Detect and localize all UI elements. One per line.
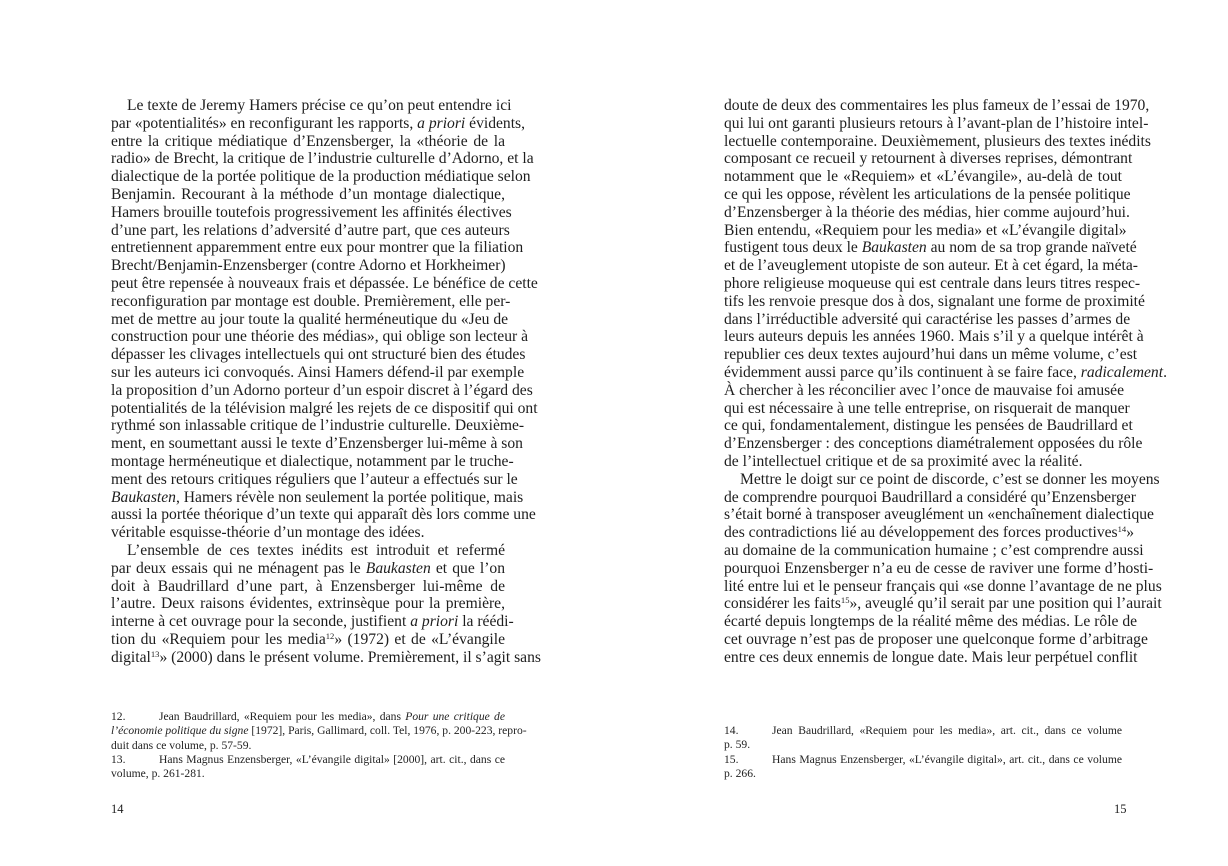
text-line: [724, 239, 1137, 257]
text-run: l’autre. Deux raisons évidentes, extrinsèque pour la première,: [111, 595, 505, 613]
text-run: et que l’on: [430, 559, 505, 577]
text-run: .: [1163, 363, 1167, 381]
italic-text: a priori: [417, 114, 466, 132]
text-line: [724, 274, 1141, 293]
text-run: Jean Baudrillard, «Requiem pour les media», dans: [159, 710, 406, 723]
text-line: [111, 542, 505, 560]
italic-text: Baukasten: [111, 488, 176, 506]
text-line: [724, 595, 1162, 613]
text-line: [724, 541, 1144, 560]
right-page-footnotes: [724, 724, 1122, 781]
text-run: la réédi-: [458, 613, 514, 631]
text-run: republier ces deux textes aujourd’hui dans un même volume, c’est: [724, 346, 1138, 364]
footnote-line: [111, 753, 505, 767]
text-run: reconfiguration par montage est double. Premièrement, elle per-: [111, 292, 511, 310]
text-run: digital: [111, 648, 151, 666]
text-run: entretiennent apparemment entre eux pour montrer que la filiation: [111, 239, 524, 257]
text-run: au nom de sa trop grande naïveté: [926, 239, 1137, 257]
text-line: [724, 221, 1127, 240]
footnote-number: 13.: [111, 752, 126, 766]
footnote-line: [724, 738, 1122, 752]
text-run: tifs les renvoie presque dos à dos, signalant une forme de proximité: [724, 292, 1145, 310]
text-line: [724, 346, 1138, 364]
text-run: et de l’aveuglement utopiste de son auteur. Et à cet égard, la méta-: [724, 257, 1138, 275]
text-line: [724, 328, 1144, 346]
footnote-line: [111, 724, 527, 738]
text-line: [724, 97, 1150, 115]
footnote-line: [111, 767, 505, 781]
footnote-line: [724, 767, 1122, 781]
text-run: lité entre lui et le penseur français qui «se donne l’avantage de ne plus: [724, 577, 1162, 595]
text-line: [724, 168, 1122, 186]
text-run: qui lui ont garanti plusieurs retours à l’avant-plan de l’histoire intel-: [724, 114, 1149, 132]
text-run: des contradictions lié au développement des forces productives: [724, 524, 1118, 542]
text-run: L’ensemble de ces textes inédits est introduit et refermé: [127, 541, 505, 559]
footnote-reference: 15: [840, 595, 850, 606]
left-page-body: [111, 97, 541, 667]
text-run: construction pour une théorie des médias», qui oblige son lecteur à: [111, 328, 529, 346]
text-run: , Hamers révèle non seulement la portée politique, mais: [175, 488, 524, 506]
text-run: notamment que le «Requiem» et «L’évangile», au-delà de tout: [724, 168, 1122, 186]
text-line: [724, 470, 1160, 489]
text-line: [111, 310, 509, 329]
text-line: [111, 631, 505, 649]
text-run: leurs auteurs depuis les années 1960. Mais s’il y a quelque intérêt à: [724, 328, 1144, 346]
text-run: phore religieuse moqueuse qui est centrale dans leurs titres respec-: [724, 274, 1141, 292]
text-line: [724, 363, 1167, 382]
text-line: [111, 417, 525, 435]
text-line: [111, 97, 512, 115]
text-run: pourquoi Enzensberger n’a eu de cesse de raviver une forme d’hosti-: [724, 559, 1154, 577]
text-line: [724, 292, 1145, 311]
text-run: fustigent tous deux le: [724, 239, 862, 257]
text-line: [111, 168, 531, 186]
text-line: [111, 578, 505, 596]
text-line: [724, 523, 1134, 542]
text-run: d’Enzensberger : des conceptions diamétralement opposées du rôle: [724, 435, 1143, 453]
text-run: duit dans ce volume, p. 57-59.: [111, 738, 252, 752]
text-line: [111, 648, 541, 667]
text-run: écarté depuis longtemps de la réalité même des médias. Le rôle de: [724, 613, 1138, 631]
footnote-line: [724, 753, 1122, 767]
text-run: À chercher à les réconcilier avec l’once de mauvaise foi amusée: [724, 381, 1125, 399]
text-run: [1972], Paris, Gallimard, coll. Tel, 1976, p. 200-223, repro-: [248, 724, 527, 738]
text-line: [111, 221, 510, 240]
text-line: [724, 150, 1133, 168]
text-run: volume, p. 261-281.: [111, 767, 205, 781]
italic-text: l’économie politique du signe: [111, 724, 249, 738]
text-line: [111, 239, 524, 257]
text-run: Hans Magnus Enzensberger, «L’évangile digital» [2000], art. cit., dans ce: [159, 752, 505, 766]
text-run: Brecht/Benjamin-Enzensberger (contre Adorno et Horkheimer): [111, 257, 506, 275]
text-line: [111, 274, 538, 293]
text-run: tion du «Requiem pour les media: [111, 630, 326, 648]
page-number-right: 15: [1114, 802, 1127, 816]
italic-text: a priori: [410, 613, 459, 631]
text-line: [111, 470, 518, 489]
text-line: [111, 257, 505, 275]
text-line: [111, 488, 524, 507]
text-run: qui est nécessaire à une telle entreprise, on risquerait de manquer: [724, 399, 1130, 417]
text-run: Hamers brouille toutefois progressivement les affinités électives: [111, 203, 512, 221]
footnote-line: [724, 724, 1122, 738]
italic-text: Baukasten: [365, 559, 431, 577]
text-run: évidents,: [465, 114, 526, 132]
text-line: [724, 559, 1154, 578]
text-run: considérer les faits: [724, 595, 841, 613]
footnote-reference: 14: [1117, 523, 1127, 534]
text-run: véritable esquisse-théorie d’un montage des idées.: [111, 524, 425, 542]
text-run: » (1972) et de «L’évangile: [334, 630, 505, 648]
footnote: [724, 724, 1122, 753]
text-line: [111, 150, 534, 168]
text-line: [111, 328, 529, 346]
text-run: potentialités de la télévision malgré les rejets de ce dispositif qui ont: [111, 399, 538, 417]
text-line: [111, 363, 525, 382]
text-line: [724, 435, 1143, 453]
text-run: Le texte de Jeremy Hamers précise ce qu’on peut entendre ici: [127, 97, 512, 114]
text-run: », aveuglé qu’il serait par une position qui l’aurait: [849, 595, 1162, 613]
left-page-footnotes: [111, 710, 527, 781]
text-run: Hans Magnus Enzensberger, «L’évangile digital», art. cit., dans ce volume: [772, 752, 1122, 766]
text-line: [111, 524, 505, 542]
text-line: [724, 506, 1154, 524]
text-run: au domaine de la communication humaine ; c’est comprendre aussi: [724, 541, 1144, 559]
right-page-body: [724, 97, 1167, 667]
text-line: [724, 488, 1136, 507]
text-run: d’une part, les relations d’adversité d’autre part, que ces auteurs: [111, 221, 510, 239]
text-line: [724, 185, 1131, 204]
text-line: [724, 310, 1131, 329]
text-run: met de mettre au jour toute la qualité herméneutique du «Jeu de: [111, 310, 509, 328]
text-run: »: [1126, 524, 1134, 542]
text-run: p. 59.: [724, 738, 751, 752]
text-line: [724, 114, 1149, 133]
text-run: montage herméneutique et dialectique, notamment par le truche-: [111, 452, 514, 470]
text-line: [724, 630, 1148, 649]
text-run: dans l’irréductible adversité qui caractérise les passes d’armes de: [724, 310, 1131, 328]
text-line: [111, 114, 526, 133]
text-run: lectuelle contemporaine. Deuxièmement, plusieurs des textes inédits: [724, 132, 1151, 150]
text-line: [111, 595, 505, 613]
text-line: [724, 577, 1162, 596]
text-run: Jean Baudrillard, «Requiem pour les media», art. cit., dans ce volume: [772, 724, 1122, 737]
text-line: [724, 257, 1138, 275]
footnote-reference: 13: [150, 648, 160, 659]
text-run: aussi la portée théorique d’un texte qui apparaît dès lors comme une: [111, 506, 536, 524]
text-line: [111, 381, 533, 400]
text-run: d’Enzensberger à la théorie des médias, hier comme aujourd’hui.: [724, 203, 1130, 221]
text-run: ce qui, fondamentalement, distingue les pensées de Baudrillard et: [724, 417, 1133, 435]
italic-text: Pour une critique de: [405, 710, 505, 723]
text-run: peut être repensée à nouveaux frais et dépassée. Le bénéfice de cette: [111, 274, 538, 292]
text-run: de l’intellectuel critique et de sa proximité avec la réalité.: [724, 452, 1083, 470]
text-line: [111, 203, 512, 222]
text-line: [724, 648, 1138, 667]
text-run: rythmé son inlassable critique de l’industrie culturelle. Deuxième-: [111, 417, 525, 435]
text-run: ment, en soumettant aussi le texte d’Enzensberger lui-même à son: [111, 435, 523, 453]
text-run: dépasser les clivages intellectuels qui ont structuré bien des études: [111, 346, 526, 364]
text-line: [724, 613, 1138, 631]
footnote-line: [111, 739, 505, 753]
text-line: [111, 346, 526, 364]
text-run: radio» de Brecht, la critique de l’industrie culturelle d’Adorno, et la: [111, 150, 534, 168]
italic-text: radicalement: [1080, 363, 1164, 381]
text-run: par «potentialités» en reconfigurant les rapports,: [111, 114, 418, 132]
text-run: » (2000) dans le présent volume. Premièrement, il s’agit sans: [159, 648, 541, 666]
text-run: composant ce recueil y retournent à diverses reprises, démontrant: [724, 150, 1133, 168]
footnote-reference: 12: [325, 630, 335, 641]
footnote: [111, 753, 505, 782]
text-line: [111, 560, 505, 578]
text-run: interne à cet ouvrage pour la seconde, justifient: [111, 613, 411, 631]
text-run: la proposition d’un Adorno porteur d’un espoir discret à l’égard des: [111, 381, 533, 399]
text-line: [724, 203, 1130, 222]
footnote-line: [111, 710, 505, 724]
text-run: par deux essais qui ne ménagent pas le: [111, 559, 366, 577]
text-line: [111, 292, 511, 311]
text-line: [724, 453, 1122, 471]
text-line: [111, 133, 505, 151]
footnote: [724, 753, 1122, 782]
text-run: sur les auteurs ici convoqués. Ainsi Hamers défend-il par exemple: [111, 363, 525, 381]
text-line: [111, 452, 514, 471]
text-line: [724, 132, 1151, 151]
text-run: ment des retours critiques réguliers que l’auteur a effectués sur le: [111, 470, 518, 488]
text-run: Benjamin. Recourant à la méthode d’un montage dialectique,: [111, 185, 505, 203]
text-line: [111, 506, 536, 524]
text-run: ce qui les oppose, révèlent les articulations de la pensée politique: [724, 185, 1131, 203]
text-run: Mettre le doigt sur ce point de discorde, c’est se donner les moyens: [740, 470, 1160, 488]
text-run: doute de deux des commentaires les plus fameux de l’essai de 1970,: [724, 97, 1150, 114]
text-run: de comprendre pourquoi Baudrillard a considéré qu’Enzensberger: [724, 488, 1136, 506]
page-number-left: 14: [111, 802, 124, 816]
text-line: [724, 417, 1133, 435]
text-line: [111, 186, 505, 204]
text-run: Bien entendu, «Requiem pour les media» et «L’évangile digital»: [724, 221, 1127, 239]
footnote-number: 14.: [724, 724, 739, 737]
text-line: [111, 399, 538, 418]
text-run: entre ces deux ennemis de longue date. Mais leur perpétuel conflit: [724, 648, 1138, 666]
italic-text: Baukasten: [861, 239, 927, 257]
text-line: [724, 399, 1130, 418]
footnote: [111, 710, 527, 753]
text-line: [111, 435, 523, 453]
text-run: évidemment aussi parce qu’ils continuent à se faire face,: [724, 363, 1081, 381]
text-run: p. 266.: [724, 766, 756, 780]
footnote-number: 12.: [111, 710, 126, 723]
text-run: dialectique de la portée politique de la production médiatique selon: [111, 168, 531, 186]
text-line: [111, 613, 514, 631]
text-line: [724, 381, 1125, 400]
text-run: entre la critique médiatique d’Enzensberger, la «théorie de la: [111, 132, 505, 150]
text-run: s’était borné à transposer aveuglément un «enchaînement dialectique: [724, 506, 1154, 524]
text-run: doit à Baudrillard d’une part, à Enzensberger lui-même de: [111, 577, 505, 595]
text-run: cet ouvrage n’est pas de proposer une quelconque forme d’arbitrage: [724, 630, 1148, 648]
footnote-number: 15.: [724, 752, 739, 766]
